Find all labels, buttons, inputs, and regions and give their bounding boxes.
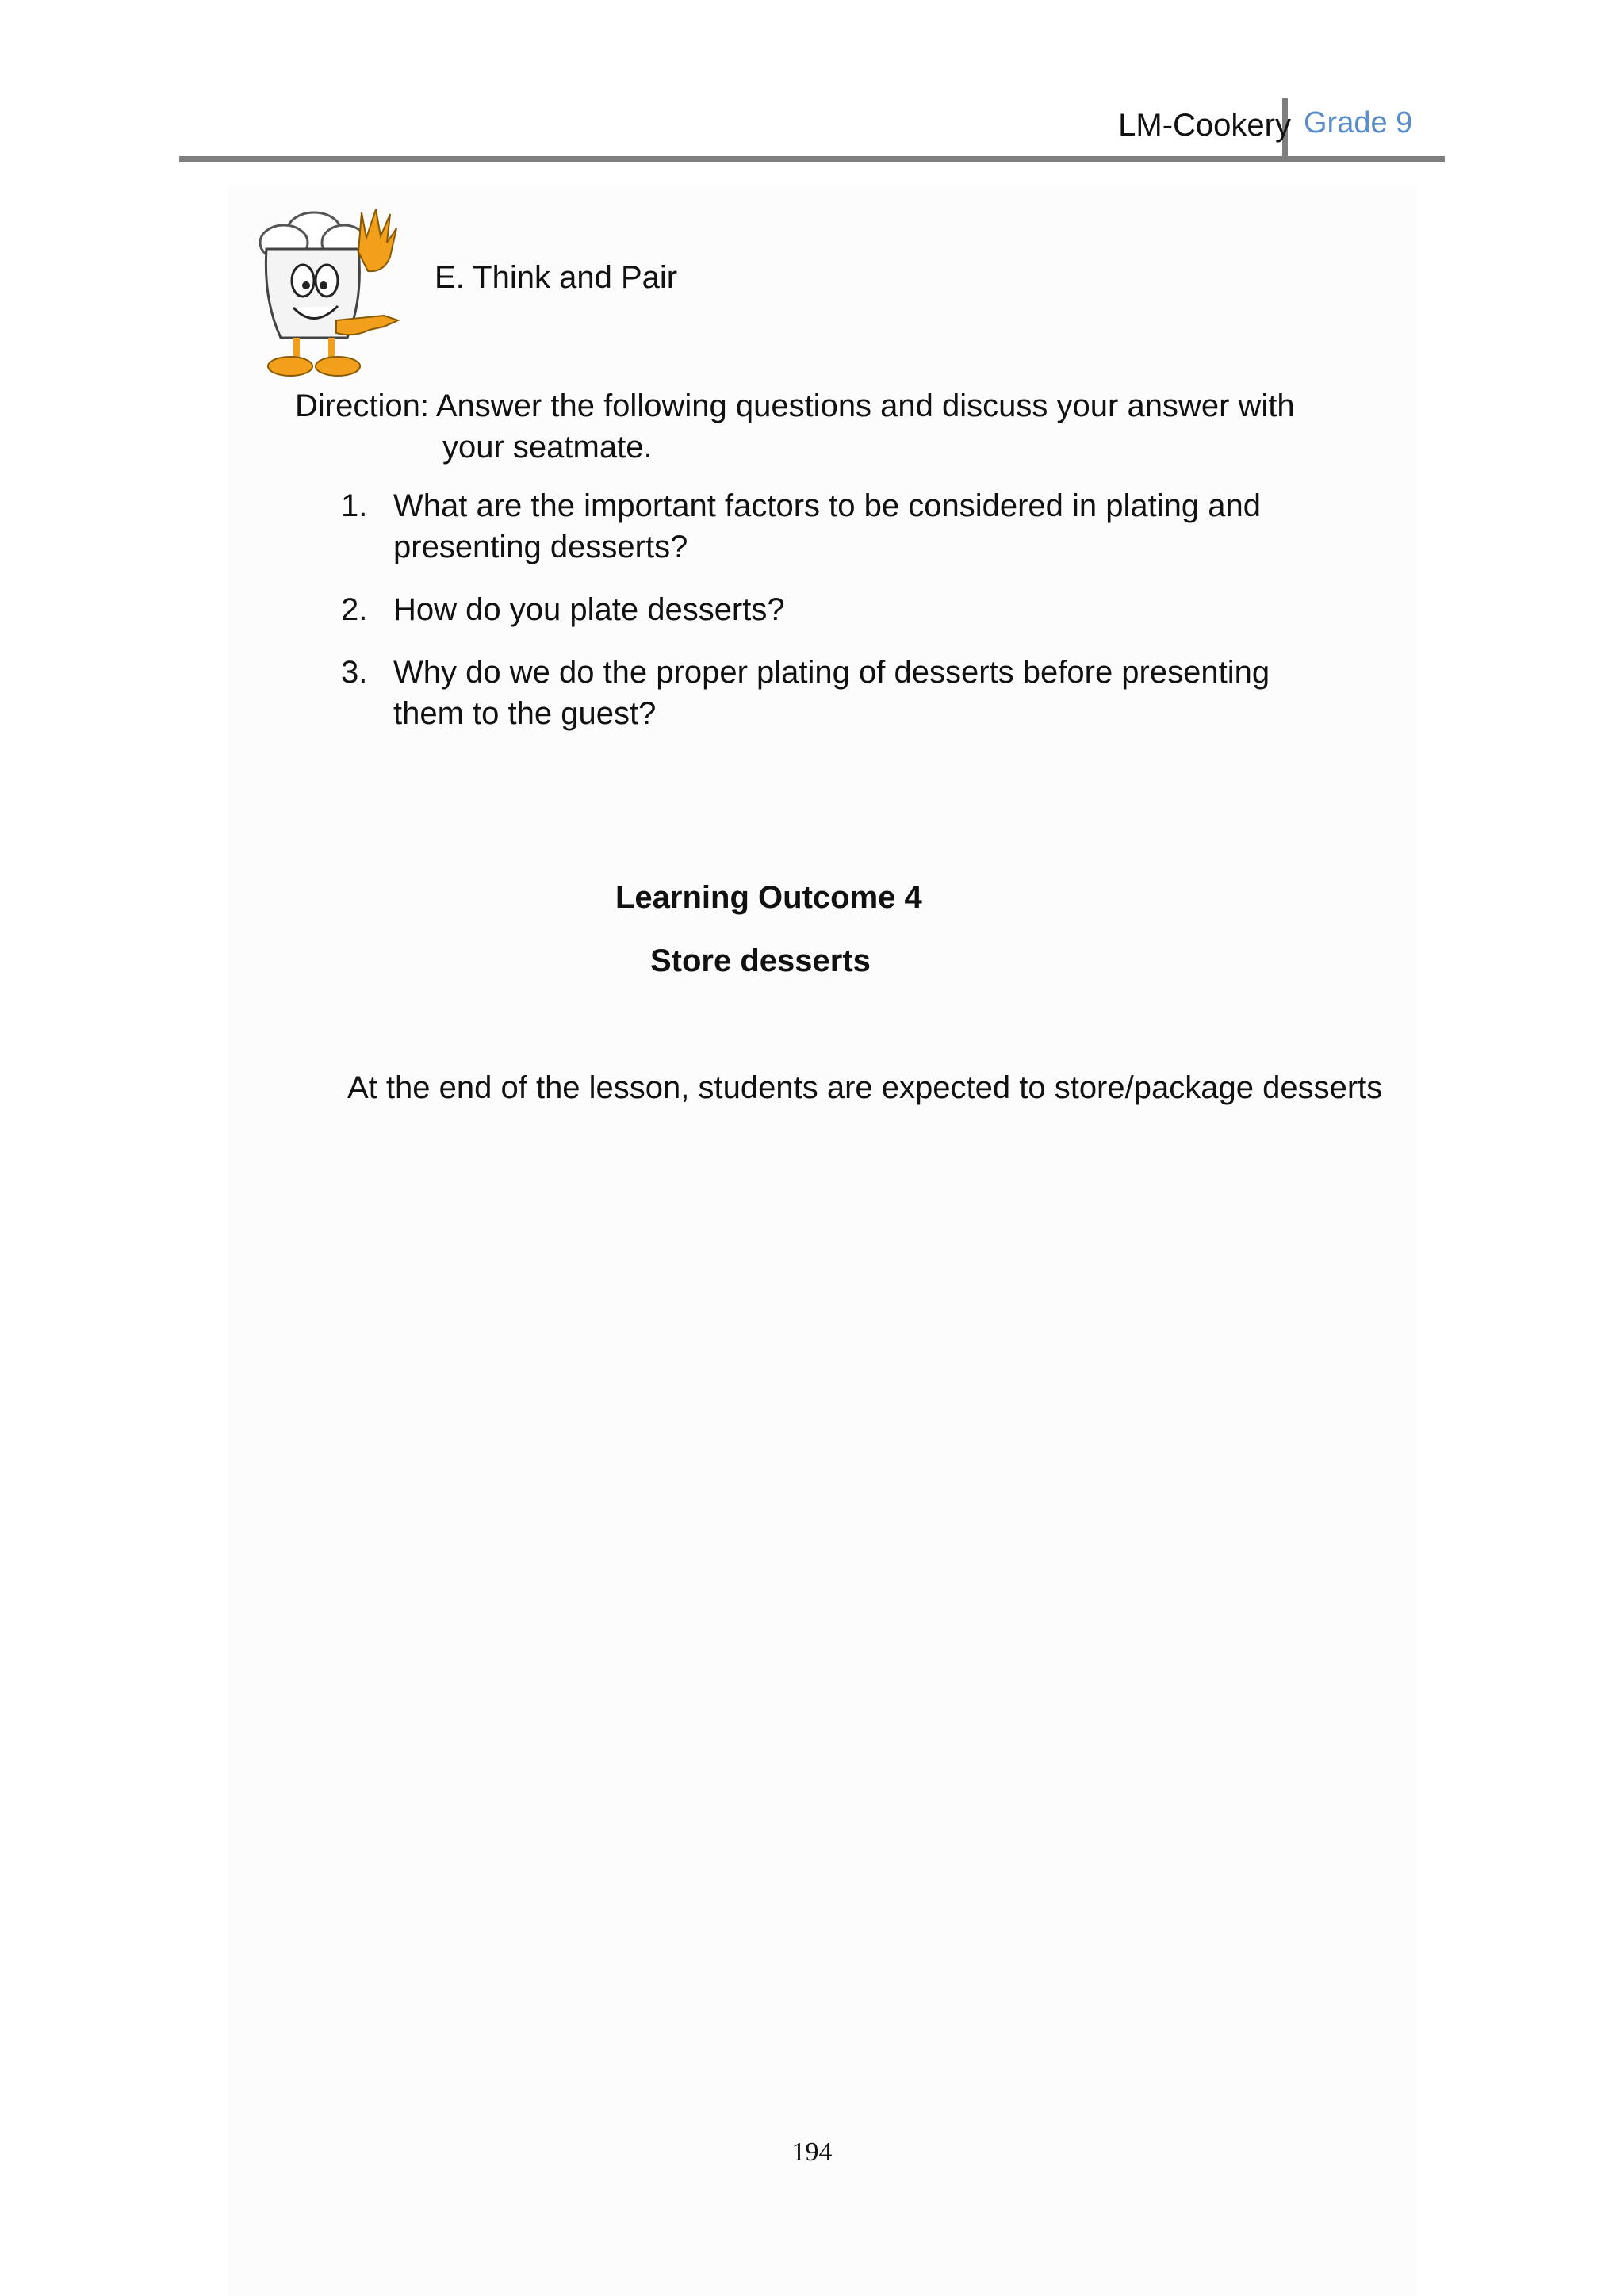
direction-label: Direction: xyxy=(295,388,429,423)
question-text-line: them to the guest? xyxy=(393,696,657,731)
question-text-line: presenting desserts? xyxy=(393,530,688,564)
question-text-line: How do you plate desserts? xyxy=(393,592,785,627)
list-item xyxy=(341,652,1372,734)
question-list xyxy=(341,485,1372,756)
learning-outcome-subtitle: Store desserts xyxy=(650,943,871,978)
question-number: 2. xyxy=(341,592,368,627)
learning-objective: At the end of the lesson, students are expected to store/package desserts xyxy=(347,1070,1383,1105)
question-number: 3. xyxy=(341,655,368,690)
header-grade: Grade 9 xyxy=(1304,106,1413,140)
header-title: LM-Cookery xyxy=(1118,108,1291,143)
list-item xyxy=(341,485,1372,568)
page-number: 194 xyxy=(791,2137,833,2167)
learning-outcome-title: Learning Outcome 4 xyxy=(615,880,922,915)
question-text-line: Why do we do the proper plating of desserts before presenting xyxy=(393,655,1270,690)
direction-text: Answer the following questions and discuss your answer with xyxy=(435,388,1295,423)
section-heading: E. Think and Pair xyxy=(435,260,678,295)
list-item xyxy=(341,589,1372,630)
chef-hat-mascot-icon xyxy=(235,205,403,381)
question-number: 1. xyxy=(341,488,368,523)
direction-continuation: your seatmate. xyxy=(442,430,653,465)
question-text-line: What are the important factors to be considered in plating and xyxy=(393,488,1261,523)
header-rule xyxy=(179,156,1445,162)
direction-paragraph xyxy=(295,385,1373,468)
